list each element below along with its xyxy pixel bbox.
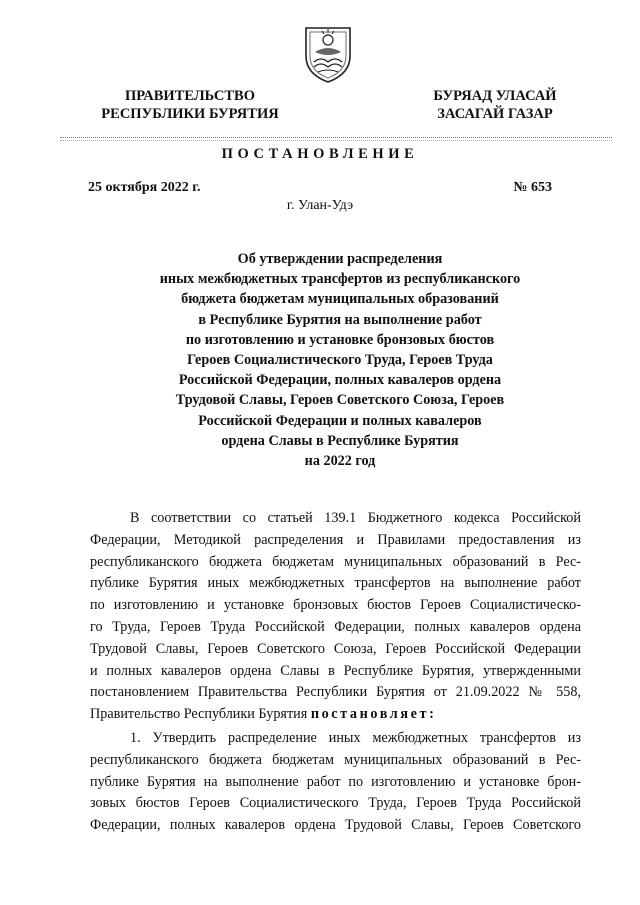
paragraph-line: республиканского бюджета бюджетам муниципальных образований в Рес- <box>90 751 581 768</box>
document-title <box>90 249 590 471</box>
paragraph-line: Федерации, полных кавалеров ордена Трудовой Славы, Героев Советского <box>90 817 581 834</box>
document-type: ПОСТАНОВЛЕНИЕ <box>221 146 419 162</box>
header-right-line1: БУРЯАД УЛАСАЙ <box>433 88 557 104</box>
paragraph-item-1 <box>90 728 581 837</box>
header-divider-secondary <box>60 140 612 141</box>
title-line: Героев Социалистического Труда, Героев Труда <box>187 352 493 369</box>
title-line: Об утверждении распределения <box>237 251 443 267</box>
title-line: Российской Федерации, полных кавалеров ордена <box>178 372 502 389</box>
header-left-line2: РЕСПУБЛИКИ БУРЯТИЯ <box>101 106 279 122</box>
header-left-line1: ПРАВИТЕЛЬСТВО <box>125 88 255 104</box>
paragraph-line: и полных кавалеров ордена Славы в Республике Бурятия, утвержденными <box>90 662 581 679</box>
title-line: на 2022 год <box>304 453 376 470</box>
document-number: № 653 <box>513 180 552 195</box>
paragraph-line: В соответствии со статьей 139.1 Бюджетного кодекса Российской <box>130 510 581 526</box>
paragraph-line: публике Бурятия на выполнение работ по изготовлению и установке брон- <box>90 773 581 790</box>
paragraph-line-resolution <box>90 704 581 726</box>
header-left <box>60 87 320 123</box>
header-right-line2: ЗАСАГАЙ ГАЗАР <box>437 106 553 122</box>
paragraph-line: го Труда, Героев Труда Российской Федерации, полных кавалеров ордена <box>90 618 581 635</box>
coat-of-arms-icon <box>301 22 355 84</box>
title-line: бюджета бюджетам муниципальных образований <box>181 291 499 308</box>
title-line: Трудовой Славы, Героев Советского Союза, Героев <box>175 392 505 409</box>
paragraph-line: публике Бурятия иных межбюджетных трансфертов на выполнение работ <box>90 575 581 592</box>
document-city: г. Улан-Удэ <box>286 198 354 213</box>
paragraph-line: постановлением Правительства Республики Бурятия от 21.09.2022 № 558, <box>90 684 581 701</box>
header-divider <box>60 137 612 138</box>
paragraph-line: по изготовлению и установке бронзовых бюстов Героев Социалистическо- <box>90 597 581 614</box>
paragraph-line: Федерации, Методикой распределения и Правилами предоставления из <box>90 531 581 548</box>
title-line: иных межбюджетных трансфертов из республиканского <box>159 271 521 288</box>
paragraph-line: зовых бюстов Героев Социалистического Труда, Героев Труда Российской <box>90 795 581 812</box>
document-date: 25 октября 2022 г. <box>88 180 201 195</box>
resolution-prefix: Правительство Республики Бурятия <box>90 706 311 723</box>
paragraph-preamble <box>90 508 581 726</box>
title-line: Российской Федерации и полных кавалеров <box>198 412 482 429</box>
title-line: ордена Славы в Республике Бурятия <box>221 432 459 449</box>
title-line: в Республике Бурятия на выполнение работ <box>198 311 482 328</box>
paragraph-line: Трудовой Славы, Героев Советского Союза, Героев Российской Федерации <box>90 640 581 657</box>
title-line: по изготовлению и установке бронзовых бюстов <box>185 331 495 348</box>
resolution-keyword: постановляет: <box>310 706 437 723</box>
paragraph-line: 1. Утвердить распределение иных межбюджетных трансфертов из <box>130 730 581 746</box>
paragraph-line: республиканского бюджета бюджетам муниципальных образований в Рес- <box>90 553 581 570</box>
header-right <box>380 87 610 123</box>
